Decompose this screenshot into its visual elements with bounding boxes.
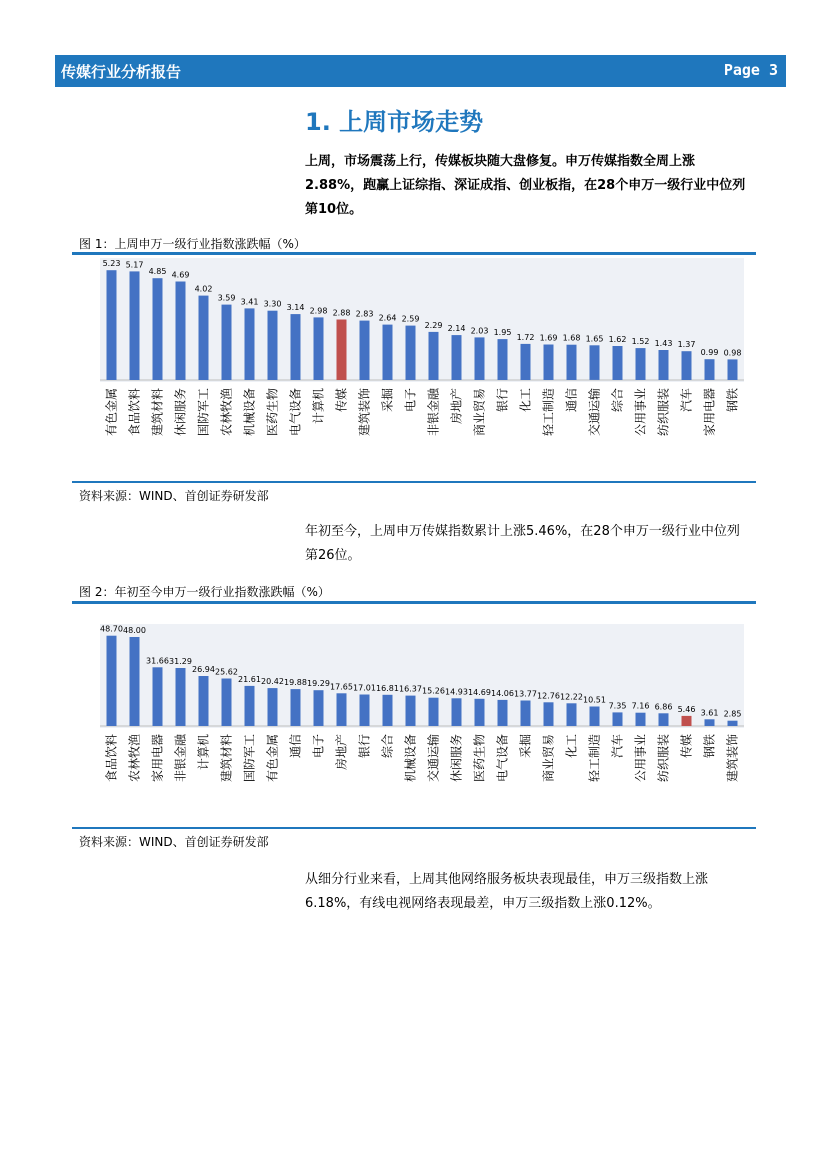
category-label: 轻工制造 xyxy=(541,388,556,437)
data-label: 48.70 xyxy=(100,624,123,634)
category-label: 汽车 xyxy=(610,734,625,759)
data-label: 15.26 xyxy=(422,686,445,696)
data-label: 14.06 xyxy=(491,688,514,698)
bar-综合 xyxy=(613,346,623,380)
category-label: 公用事业 xyxy=(633,388,648,437)
bar-家用电器 xyxy=(153,667,163,726)
category-label: 纺织服装 xyxy=(656,734,671,783)
bar-国防军工 xyxy=(199,296,209,380)
category-label: 通信 xyxy=(288,734,303,759)
category-label: 化工 xyxy=(564,734,579,759)
bar-医药生物 xyxy=(475,699,485,726)
category-label: 休闲服务 xyxy=(173,388,188,437)
category-label: 建筑装饰 xyxy=(725,734,740,783)
bar-电气设备 xyxy=(498,700,508,726)
data-label: 5.17 xyxy=(125,260,144,270)
category-label: 传媒 xyxy=(679,734,694,759)
data-label: 14.69 xyxy=(468,687,491,697)
bar-通信 xyxy=(567,345,577,380)
section-title: 1. 上周市场走势 xyxy=(305,108,484,136)
category-label: 休闲服务 xyxy=(449,734,464,783)
bar-家用电器 xyxy=(705,359,715,380)
bar-公用事业 xyxy=(636,713,646,726)
data-label: 0.99 xyxy=(700,348,719,358)
data-label: 16.81 xyxy=(376,683,399,693)
bar-交通运输 xyxy=(429,698,439,726)
category-label: 综合 xyxy=(610,388,625,413)
figure-2-bottom-rule xyxy=(72,827,756,829)
bar-汽车 xyxy=(682,351,692,380)
category-label: 家用电器 xyxy=(150,734,165,783)
bar-公用事业 xyxy=(636,348,646,380)
data-label: 3.61 xyxy=(700,708,719,718)
category-label: 食品饮料 xyxy=(104,734,119,783)
data-label: 2.64 xyxy=(378,313,397,323)
figure-1-source: 资料来源：WIND、首创证券研发部 xyxy=(79,489,269,503)
bar-综合 xyxy=(383,695,393,726)
bar-建筑材料 xyxy=(153,278,163,380)
bar-房地产 xyxy=(337,693,347,726)
category-label: 房地产 xyxy=(334,734,349,771)
bar-银行 xyxy=(498,339,508,380)
category-label: 国防军工 xyxy=(242,734,257,783)
summary-paragraph: 上周，市场震荡上行，传媒板块随大盘修复。申万传媒指数全周上涨2.88%，跑赢上证综指、深证成指、创业板指，在28个申万一级行业中位列第10位。 xyxy=(305,154,746,217)
bar-采掘 xyxy=(383,325,393,380)
category-label: 钢铁 xyxy=(725,388,740,413)
category-label: 交通运输 xyxy=(587,388,602,437)
category-label: 电气设备 xyxy=(495,734,510,783)
category-label: 化工 xyxy=(518,388,533,413)
bar-银行 xyxy=(360,695,370,727)
category-label: 商业贸易 xyxy=(472,388,487,437)
category-label: 机械设备 xyxy=(242,388,257,437)
category-label: 建筑装饰 xyxy=(357,388,372,437)
data-label: 2.59 xyxy=(401,314,420,324)
bar-休闲服务 xyxy=(176,282,186,381)
data-label: 2.88 xyxy=(332,308,351,318)
category-label: 房地产 xyxy=(449,388,464,425)
bar-纺织服装 xyxy=(659,713,669,726)
bar-通信 xyxy=(291,689,301,726)
bar-农林牧渔 xyxy=(130,637,140,726)
data-label: 12.76 xyxy=(537,691,560,701)
data-label: 16.37 xyxy=(399,684,422,694)
figure-2-title: 图 2：年初至今申万一级行业指数涨跌幅（%） xyxy=(79,585,330,599)
data-label: 5.23 xyxy=(102,259,121,269)
category-label: 国防军工 xyxy=(196,388,211,437)
data-label: 2.85 xyxy=(723,709,742,719)
category-label: 电子 xyxy=(403,388,418,413)
figure-2-source: 资料来源：WIND、首创证券研发部 xyxy=(79,835,269,849)
bar-钢铁 xyxy=(728,359,738,380)
report-title: 传媒行业分析报告 xyxy=(61,63,182,81)
bar-非银金融 xyxy=(176,668,186,726)
data-label: 3.41 xyxy=(240,297,259,307)
category-label: 家用电器 xyxy=(702,388,717,437)
bar-传媒 xyxy=(337,320,347,381)
plot-area xyxy=(100,258,744,382)
category-label: 综合 xyxy=(380,734,395,759)
bar-传媒 xyxy=(682,716,692,726)
data-label: 13.77 xyxy=(514,689,537,699)
ytd-paragraph: 年初至今，上周申万传媒指数累计上涨5.46%，在28个申万一级行业中位列第26位。 xyxy=(305,524,740,563)
figure-1-top-rule xyxy=(72,252,756,255)
data-label: 20.42 xyxy=(261,677,284,687)
data-label: 48.00 xyxy=(123,626,146,635)
data-label: 1.72 xyxy=(516,332,535,342)
data-label: 1.37 xyxy=(677,340,696,350)
category-label: 食品饮料 xyxy=(127,388,142,437)
data-label: 7.16 xyxy=(631,701,650,711)
category-label: 医药生物 xyxy=(472,734,487,783)
header-bar xyxy=(55,55,786,87)
category-label: 银行 xyxy=(495,388,510,413)
data-label: 5.46 xyxy=(677,704,696,714)
data-label: 31.66 xyxy=(146,656,169,666)
data-label: 1.65 xyxy=(585,334,604,344)
category-label: 建筑材料 xyxy=(219,734,234,783)
data-label: 17.65 xyxy=(330,682,353,692)
bar-化工 xyxy=(567,703,577,726)
category-label: 汽车 xyxy=(679,388,694,413)
bar-交通运输 xyxy=(590,345,600,380)
data-label: 2.14 xyxy=(447,324,466,334)
category-label: 传媒 xyxy=(334,388,349,413)
data-label: 26.94 xyxy=(192,665,215,674)
data-label: 31.29 xyxy=(169,657,192,666)
category-label: 农林牧渔 xyxy=(127,734,142,783)
data-label: 4.85 xyxy=(148,267,167,277)
data-label: 14.93 xyxy=(445,687,468,697)
data-label: 4.69 xyxy=(171,270,190,280)
category-label: 机械设备 xyxy=(403,734,418,783)
bar-国防军工 xyxy=(245,686,255,726)
bar-汽车 xyxy=(613,712,623,726)
chart-2-svg xyxy=(72,608,756,820)
bar-计算机 xyxy=(314,317,324,380)
category-label: 有色金属 xyxy=(104,388,119,437)
category-label: 有色金属 xyxy=(265,734,280,783)
data-label: 3.59 xyxy=(217,293,236,303)
category-label: 农林牧渔 xyxy=(219,388,234,437)
sub-industry-paragraph: 从细分行业来看，上周其他网络服务板块表现最佳，申万三级指数上涨6.18%，有线电视网络表现最差，申万三级指数上涨0.12%。 xyxy=(305,872,709,911)
bar-商业贸易 xyxy=(544,702,554,726)
data-label: 3.30 xyxy=(263,299,282,309)
bar-房地产 xyxy=(452,335,462,380)
category-label: 采掘 xyxy=(380,388,395,413)
data-label: 2.29 xyxy=(424,320,443,330)
bar-农林牧渔 xyxy=(222,305,232,380)
data-label: 19.88 xyxy=(284,678,307,688)
bar-商业贸易 xyxy=(475,337,485,380)
bar-纺织服装 xyxy=(659,350,669,380)
category-label: 商业贸易 xyxy=(541,734,556,783)
bar-采掘 xyxy=(521,701,531,727)
data-label: 1.52 xyxy=(631,337,650,347)
category-label: 计算机 xyxy=(196,734,211,771)
bar-建筑材料 xyxy=(222,679,232,727)
category-label: 计算机 xyxy=(311,388,326,425)
figure-1-title: 图 1：上周申万一级行业指数涨跌幅（%） xyxy=(79,237,306,251)
category-label: 通信 xyxy=(564,388,579,413)
plot-area xyxy=(100,624,744,728)
data-label: 17.01 xyxy=(353,683,376,693)
bar-有色金属 xyxy=(107,270,117,380)
bar-建筑装饰 xyxy=(728,721,738,726)
bar-机械设备 xyxy=(406,696,416,726)
data-label: 10.51 xyxy=(583,695,606,705)
bar-计算机 xyxy=(199,676,209,726)
category-label: 钢铁 xyxy=(702,734,717,759)
bar-休闲服务 xyxy=(452,698,462,726)
data-label: 7.35 xyxy=(608,701,627,711)
data-label: 21.61 xyxy=(238,674,261,684)
bar-食品饮料 xyxy=(130,271,140,380)
bar-轻工制造 xyxy=(590,707,600,727)
bar-电子 xyxy=(314,690,324,726)
figure-1-chart xyxy=(72,258,756,480)
data-label: 2.03 xyxy=(470,326,489,336)
data-label: 1.62 xyxy=(608,335,627,344)
bar-有色金属 xyxy=(268,688,278,726)
data-label: 4.02 xyxy=(194,284,213,294)
bar-非银金融 xyxy=(429,332,439,380)
data-label: 2.98 xyxy=(309,306,328,316)
data-label: 25.62 xyxy=(215,667,238,677)
data-label: 6.86 xyxy=(654,702,673,712)
data-label: 1.69 xyxy=(539,333,558,343)
figure-2-chart xyxy=(72,608,756,824)
category-label: 采掘 xyxy=(518,734,533,759)
category-label: 交通运输 xyxy=(426,734,441,783)
category-label: 建筑材料 xyxy=(150,388,165,437)
bar-电气设备 xyxy=(291,314,301,380)
data-label: 3.14 xyxy=(286,303,305,313)
category-label: 银行 xyxy=(357,734,372,759)
data-label: 1.95 xyxy=(493,328,512,338)
category-label: 医药生物 xyxy=(265,388,280,437)
bar-钢铁 xyxy=(705,719,715,726)
bar-食品饮料 xyxy=(107,636,117,726)
data-label: 1.43 xyxy=(654,339,673,348)
figure-2-top-rule xyxy=(72,601,756,604)
data-label: 19.29 xyxy=(307,679,330,689)
data-label: 0.98 xyxy=(723,348,742,358)
category-label: 纺织服装 xyxy=(656,388,671,437)
bar-机械设备 xyxy=(245,308,255,380)
category-label: 非银金融 xyxy=(173,734,188,783)
chart-1-svg xyxy=(72,258,756,476)
bar-医药生物 xyxy=(268,311,278,380)
category-label: 公用事业 xyxy=(633,734,648,783)
bar-电子 xyxy=(406,326,416,380)
category-label: 轻工制造 xyxy=(587,734,602,783)
data-label: 1.68 xyxy=(562,333,581,343)
category-label: 非银金融 xyxy=(426,388,441,437)
category-label: 电子 xyxy=(311,734,326,759)
data-label: 12.22 xyxy=(560,692,583,702)
page-number: Page 3 xyxy=(723,61,778,79)
data-label: 2.83 xyxy=(355,309,374,319)
bar-轻工制造 xyxy=(544,345,554,381)
bar-建筑装饰 xyxy=(360,321,370,380)
category-label: 电气设备 xyxy=(288,388,303,437)
bar-化工 xyxy=(521,344,531,380)
figure-1-bottom-rule xyxy=(72,481,756,483)
